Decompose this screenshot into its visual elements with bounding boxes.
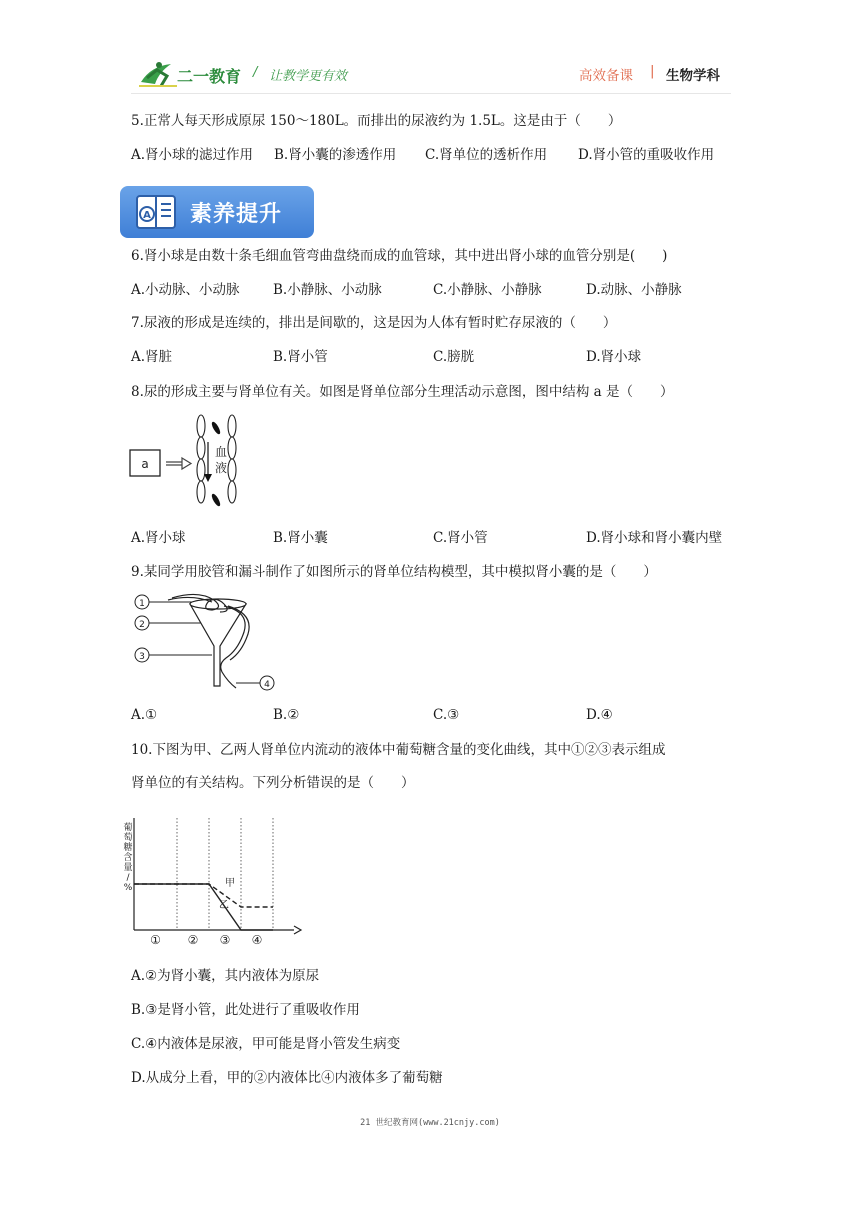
- question-8-option-b: B.肾小囊: [273, 530, 328, 546]
- question-7-option-b: B.肾小管: [273, 349, 328, 365]
- question-7-stem: 7.尿液的形成是连续的，排出是间歇的，这是因为人体有暂时贮存尿液的（ ）: [131, 315, 617, 331]
- question-9-figure: [128, 588, 288, 696]
- question-5-option-d: D.肾小管的重吸收作用: [578, 147, 715, 163]
- question-7-option-d: D.肾小球: [586, 349, 642, 365]
- flow-arrow-head: [182, 458, 191, 469]
- figure-label-1: 1: [139, 599, 145, 609]
- x-tick-label: ④: [251, 933, 263, 947]
- header-rule: [131, 93, 731, 94]
- question-10-stem-line1: 10.下图为甲、乙两人肾单位内流动的液体中葡萄糖含量的变化曲线，其中①②③表示组成: [131, 742, 666, 758]
- blood-cell-bottom: [210, 493, 222, 508]
- book-icon-letter: A: [143, 210, 151, 221]
- header-divider: /: [253, 65, 258, 80]
- figure-label-4: 4: [264, 680, 270, 690]
- blood-cell-top: [210, 421, 222, 436]
- question-10-stem-line2: 肾单位的有关结构。下列分析错误的是（ ）: [131, 775, 415, 791]
- question-9-option-b: B.②: [273, 707, 300, 723]
- question-5-option-a: A.肾小球的滤过作用: [131, 147, 254, 163]
- question-6-option-b: B.小静脉、小动脉: [273, 282, 382, 298]
- question-10-option-a: A.②为肾小囊，其内液体为原尿: [131, 968, 320, 984]
- vessel-label-2: 液: [214, 461, 228, 475]
- question-6-option-a: A.小动脉、小动脉: [131, 282, 240, 298]
- question-5-stem: 5.正常人每天形成原尿 150～180L。而排出的尿液约为 1.5L。这是由于（ ）: [131, 113, 622, 129]
- header-right-label: 高效备课: [579, 68, 633, 84]
- question-5-option-c: C.肾单位的透析作用: [425, 147, 548, 163]
- question-6-option-c: C.小静脉、小静脉: [433, 282, 542, 298]
- question-7-option-c: C.膀胱: [433, 349, 475, 365]
- question-8-option-c: C.肾小管: [433, 530, 488, 546]
- y-axis-label-char: 糖: [123, 843, 133, 853]
- question-9-option-c: C.③: [433, 707, 460, 723]
- question-10-option-c: C.④内液体是尿液，甲可能是肾小管发生病变: [131, 1036, 401, 1052]
- figure-label-2: 2: [139, 620, 145, 630]
- structure-a-label: a: [141, 457, 149, 471]
- header-separator: |: [650, 63, 655, 79]
- question-8-option-a: A.肾小球: [131, 530, 186, 546]
- vessel-wall-left: [197, 415, 205, 503]
- question-8-option-d: D.肾小球和肾小囊内壁: [586, 530, 723, 546]
- question-9-option-a: A.①: [131, 707, 158, 723]
- glucose-chart: [123, 812, 302, 952]
- series-line-yi: [134, 884, 273, 930]
- question-10-option-b: B.③是肾小管，此处进行了重吸收作用: [131, 1002, 360, 1018]
- logo-text: 二一教育: [177, 67, 242, 86]
- question-8-stem: 8.尿的形成主要与肾单位有关。如图是肾单位部分生理活动示意图，图中结构 a 是（ ）: [131, 384, 674, 400]
- x-tick-label: ②: [187, 933, 199, 947]
- book-icon: [134, 192, 178, 232]
- question-6-stem: 6.肾小球是由数十条毛细血管弯曲盘绕而成的血管球，其中进出肾小球的血管分别是( ): [131, 248, 668, 264]
- banner-title: 素养提升: [190, 202, 283, 227]
- y-axis-label-char: 萄: [123, 833, 133, 843]
- x-axis-arrow: [294, 926, 301, 934]
- y-axis-label-char: %: [123, 883, 133, 893]
- vessel-label-1: 血: [214, 445, 228, 459]
- question-10-option-d: D.从成分上看，甲的②内液体比④内液体多了葡萄糖: [131, 1070, 443, 1086]
- y-axis-label-char: 量: [123, 863, 133, 873]
- question-9-option-d: D.④: [586, 707, 613, 723]
- series-label: 乙: [219, 900, 229, 911]
- y-axis-label-char: 葡: [123, 823, 133, 833]
- question-7-option-a: A.肾脏: [131, 349, 173, 365]
- logo-icon: [137, 60, 179, 88]
- y-axis-label-char: 含: [123, 853, 133, 863]
- figure-label-3: 3: [139, 652, 145, 662]
- slogan: 让教学更有效: [269, 69, 348, 84]
- x-tick-label: ①: [150, 933, 161, 947]
- question-8-figure: [128, 412, 248, 516]
- series-label: 甲: [225, 878, 235, 889]
- header: [131, 58, 731, 88]
- vessel-wall-right: [228, 415, 236, 503]
- series-line-jia: [134, 884, 273, 907]
- x-tick-label: ③: [219, 933, 231, 947]
- y-axis-label-char: /: [126, 873, 130, 883]
- question-6-option-d: D.动脉、小静脉: [586, 282, 682, 298]
- question-5-option-b: B.肾小囊的渗透作用: [274, 147, 397, 163]
- section-banner: [120, 186, 314, 238]
- subject-label: 生物学科: [666, 68, 720, 84]
- question-9-stem: 9.某同学用胶管和漏斗制作了如图所示的肾单位结构模型，其中模拟肾小囊的是（ ）: [131, 564, 657, 580]
- footer-source: 21 世纪教育网(www.21cnjy.com): [360, 1118, 500, 1128]
